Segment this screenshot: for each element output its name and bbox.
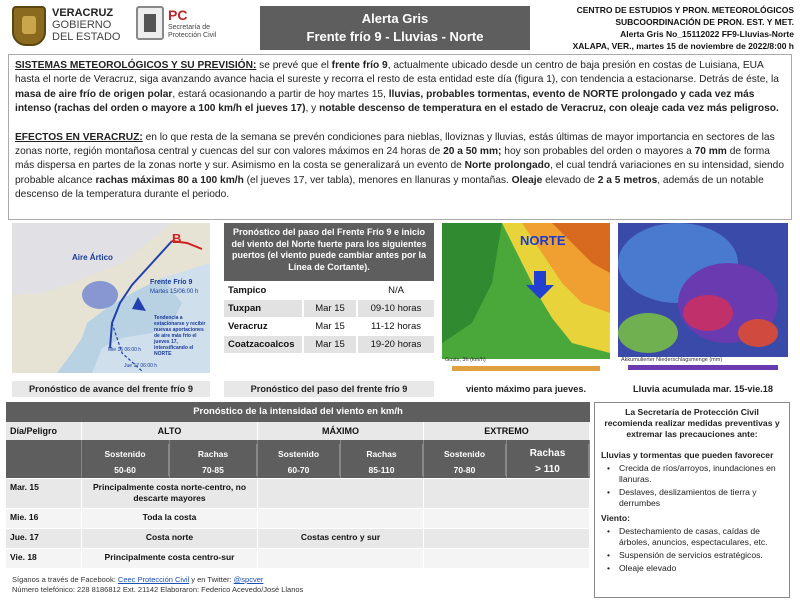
level-extremo: EXTREMO bbox=[424, 422, 590, 440]
text-bold: 20 a 50 mm; bbox=[443, 146, 502, 158]
logo-line-2: GOBIERNO bbox=[52, 19, 112, 31]
wind-table-subheader bbox=[6, 440, 590, 478]
sub-key: Rachas bbox=[170, 444, 257, 460]
row-max bbox=[258, 549, 424, 568]
table-row bbox=[224, 317, 434, 335]
footer-text: y en Twitter: bbox=[189, 575, 234, 584]
col-day-header: Día/Peligro bbox=[6, 422, 82, 440]
text-span: , estará ocasionando a partir de hoy martes 15, bbox=[172, 88, 389, 100]
forecast-text bbox=[8, 54, 792, 220]
precautions-wind-heading: Viento: bbox=[601, 513, 630, 523]
effects-heading: EFECTOS EN VERACRUZ: bbox=[15, 131, 143, 143]
rainfall-map bbox=[618, 223, 788, 373]
sub-key: Sostenido bbox=[258, 444, 340, 460]
row-max bbox=[258, 479, 424, 508]
sub-value: 85-110 bbox=[341, 460, 423, 476]
text-bold: 70 mm bbox=[694, 146, 727, 158]
rain-map-legend: Akkumulierter Niederschlagsmenge (mm) bbox=[621, 357, 723, 363]
port-time: 11-12 horas bbox=[358, 318, 434, 335]
port-date: Mar 15 bbox=[304, 318, 356, 335]
center-line-2: SUBCOORDINACIÓN DE PRON. EST. Y MET. bbox=[615, 17, 794, 27]
row-max: Costas centro y sur bbox=[258, 529, 424, 548]
rain-map-svg bbox=[618, 223, 788, 373]
list-item: • Crecida de ríos/arroyos, inundaciones en llanuras. bbox=[605, 463, 783, 485]
wind-table-levels bbox=[6, 422, 590, 440]
paragraph-systems bbox=[15, 59, 785, 117]
row-alto: Toda la costa bbox=[82, 509, 258, 528]
text-span: elevado de bbox=[542, 174, 598, 186]
sub-cell bbox=[424, 440, 507, 478]
precautions-box bbox=[594, 402, 790, 598]
text-bold: 2 a 5 metros bbox=[597, 174, 658, 186]
front-forecast-map bbox=[12, 223, 210, 373]
map1-low-label: B bbox=[172, 231, 182, 246]
logo-line-1: VERACRUZ bbox=[52, 7, 114, 19]
row-ext bbox=[424, 479, 590, 508]
alert-title: Alerta Gris bbox=[361, 11, 429, 26]
text-span: , además de un notable descenso de la temperatura durante el periodo. bbox=[15, 174, 764, 201]
sub-key: Rachas bbox=[507, 444, 589, 460]
sub-key: Sostenido bbox=[424, 444, 506, 460]
veracruz-shield-icon bbox=[12, 6, 46, 46]
text-span: , el cual tendrá variaciones en su intensidad, siendo probable alcance bbox=[15, 160, 785, 186]
level-alto: ALTO bbox=[82, 422, 258, 440]
sub-key: Rachas bbox=[341, 444, 423, 460]
port-name: Veracruz bbox=[224, 318, 302, 335]
port-date: Mar 15 bbox=[304, 300, 356, 317]
table-row bbox=[6, 508, 590, 528]
footer bbox=[12, 575, 592, 595]
text-span: (el jueves 17, ver tabla), menores en llanuras y montañas. bbox=[243, 174, 512, 186]
alert-banner bbox=[260, 6, 530, 50]
text-bold: Norte prolongado bbox=[464, 160, 551, 172]
facebook-link[interactable]: Ceec Protección Civil bbox=[117, 575, 190, 584]
sub-key: Sostenido bbox=[82, 444, 169, 460]
port-time: 19-20 horas bbox=[358, 336, 434, 353]
wind-table-title: Pronóstico de la intensidad del viento en km/h bbox=[6, 402, 590, 422]
row-alto: Costa norte bbox=[82, 529, 258, 548]
port-date bbox=[304, 282, 356, 299]
alert-subtitle: Frente frío 9 - Lluvias - Norte bbox=[306, 29, 484, 44]
text-span: se prevé que el bbox=[256, 60, 332, 71]
row-ext bbox=[424, 529, 590, 548]
center-line-1: CENTRO DE ESTUDIOS Y PRON. METEOROLÓGICOS bbox=[576, 5, 794, 15]
row-alto: Principalmente costa centro-sur bbox=[82, 549, 258, 568]
sub-value: 70-80 bbox=[424, 460, 506, 476]
caption-rain-map: Lluvia acumulada mar. 15-vie.18 bbox=[618, 381, 788, 397]
sub-cell bbox=[507, 440, 590, 478]
text-span: en lo que resta de la semana se prevén condiciones para nieblas, lloviznas y lluvias, estás últimas de mayor importancia en sectores de las zonas norte, región montañosa central y cuencas del sur con valores máximos en 24 horas de bbox=[15, 131, 775, 158]
sub-empty bbox=[6, 440, 82, 478]
port-name: Tampico bbox=[224, 282, 302, 299]
port-time: 09-10 horas bbox=[358, 300, 434, 317]
port-name: Coatzacoalcos bbox=[224, 336, 302, 353]
table-row bbox=[6, 478, 590, 508]
center-line-4: XALAPA, VER., martes 15 de noviembre de 2022/8:00 h bbox=[572, 41, 794, 51]
map1-note: Tendencia a estacionarse y recibir nuevas aportaciones de aire más frío el jueves 17, intensificando el NORTE bbox=[154, 315, 206, 357]
caption-ports: Pronóstico del paso del frente frío 9 bbox=[224, 381, 434, 397]
text-span: hoy son probables del orden o mayores a bbox=[501, 146, 695, 158]
row-day: Mie. 16 bbox=[6, 509, 82, 528]
wind-gust-map bbox=[442, 223, 610, 373]
sub-cell bbox=[170, 440, 258, 478]
sub-value: 60-70 bbox=[258, 460, 340, 476]
text-span: , actualmente ubicado desde un centro de baja presión en costas de Luisiana, EUA hasta el norte de Veracruz, siga avanzando avance hacia el sureste y recorra el resto de esta entidad este día (figura 1), con tendencia a estacionarse. Detrás de éste, la bbox=[15, 60, 779, 86]
table-row bbox=[6, 548, 590, 568]
footer-contact: Número telefónico: 228 8186812 Ext. 21142 Elaboraron: Federico Acevedo/José Llanos bbox=[12, 585, 304, 594]
precautions-wind-list bbox=[605, 526, 783, 574]
row-day: Jue. 17 bbox=[6, 529, 82, 548]
list-item: • Deslaves, deslizamientos de tierra y derrumbes bbox=[605, 487, 783, 509]
text-bold: notable descenso de temperatura en el estado de Veracruz, con oleaje cada vez más peligroso. bbox=[319, 103, 779, 115]
map1-wed-label: Mie 16 06:00 h bbox=[108, 347, 142, 353]
footer-social bbox=[12, 575, 592, 585]
row-ext bbox=[424, 549, 590, 568]
state-seal-icon bbox=[136, 6, 164, 40]
pc-logo bbox=[136, 6, 236, 46]
twitter-link[interactable]: @spcver bbox=[233, 575, 264, 584]
table-row bbox=[224, 335, 434, 353]
map1-air-label: Aire Ártico bbox=[72, 253, 113, 262]
map1-thu-label: Jue 17 06:00 h bbox=[124, 363, 158, 369]
text-bold: frente frío 9 bbox=[331, 60, 388, 71]
sub-value: > 110 bbox=[507, 460, 589, 476]
text-bold: lluvias, probables tormentas, evento de NORTE prolongado y cada vez más intenso (rachas del orden o mayore a 100 km/h el jueves 17) bbox=[15, 88, 755, 115]
text-bold: Oleaje bbox=[511, 174, 543, 186]
list-item: • Destechamiento de casas, caídas de árboles, anuncios, espectaculares, etc. bbox=[605, 526, 783, 548]
veracruz-logo bbox=[12, 4, 132, 48]
center-line-3: Alerta Gris No_15112022 FF9-Lluvias-Norte bbox=[620, 29, 794, 39]
map1-front-label: Frente Frío 9 bbox=[150, 279, 193, 286]
ports-header: Pronóstico del paso del Frente Frío 9 e inicio del viento del Norte fuerte para los siguientes puertos (el viento puede cambiar antes por la Línea de Cortante). bbox=[224, 223, 434, 281]
row-day: Vie. 18 bbox=[6, 549, 82, 568]
systems-heading: SISTEMAS METEOROLÓGICOS Y SU PREVISIÓN: bbox=[15, 60, 257, 71]
table-row bbox=[224, 299, 434, 317]
precautions-rain-list bbox=[605, 463, 783, 509]
row-alto: Principalmente costa norte-centro, no descarte mayores bbox=[82, 479, 258, 508]
footer-text: Síganos a través de Facebook: bbox=[12, 575, 118, 584]
precautions-rain-heading: Lluvias y tormentas que pueden favorecer bbox=[601, 450, 774, 460]
map1-date-label: Martes 15/06:00 h bbox=[150, 289, 199, 295]
center-info bbox=[536, 4, 794, 52]
sub-cell bbox=[341, 440, 424, 478]
wind-intensity-table bbox=[6, 402, 590, 568]
text-span: de forma más dispersa en partes de la zonas norte y sur. Asimismo en la costa se generalizará un evento de bbox=[15, 146, 770, 172]
port-time: N/A bbox=[358, 282, 434, 299]
precautions-intro: La Secretaría de Protección Civil recomienda realizar medidas preventivas y extremar las precauciones ante: bbox=[604, 407, 780, 439]
pc-logo-sub-1: Secretaría de bbox=[168, 24, 211, 31]
text-bold: masa de aire frío de origen polar bbox=[15, 88, 173, 100]
sub-cell bbox=[82, 440, 170, 478]
text-bold: rachas máximas 80 a 100 km/h bbox=[95, 174, 244, 186]
row-ext bbox=[424, 509, 590, 528]
table-row bbox=[6, 528, 590, 548]
text-span: , y bbox=[305, 103, 320, 115]
pc-logo-title: PC bbox=[168, 7, 188, 23]
caption-wind-map: viento máximo para jueves. bbox=[442, 381, 610, 397]
row-day: Mar. 15 bbox=[6, 479, 82, 508]
sub-value: 70-85 bbox=[170, 460, 257, 476]
sub-cell bbox=[258, 440, 341, 478]
caption-front-map: Pronóstico de avance del frente frío 9 bbox=[12, 381, 210, 397]
port-name: Tuxpan bbox=[224, 300, 302, 317]
list-item: • Oleaje elevado bbox=[605, 563, 783, 574]
pc-logo-sub-2: Protección Civil bbox=[168, 32, 217, 39]
port-date: Mar 15 bbox=[304, 336, 356, 353]
table-row bbox=[224, 281, 434, 299]
paragraph-effects bbox=[15, 131, 785, 203]
wind-map-label: NORTE bbox=[520, 233, 566, 248]
sub-value: 50-60 bbox=[82, 460, 169, 476]
list-item: • Suspensión de servicios estratégicos. bbox=[605, 550, 783, 561]
wind-map-legend: Gusts, 3h (km/h) bbox=[445, 357, 486, 363]
row-max bbox=[258, 509, 424, 528]
level-maximo: MÁXIMO bbox=[258, 422, 424, 440]
logo-line-3: DEL ESTADO bbox=[52, 31, 121, 43]
ports-table bbox=[224, 223, 434, 373]
